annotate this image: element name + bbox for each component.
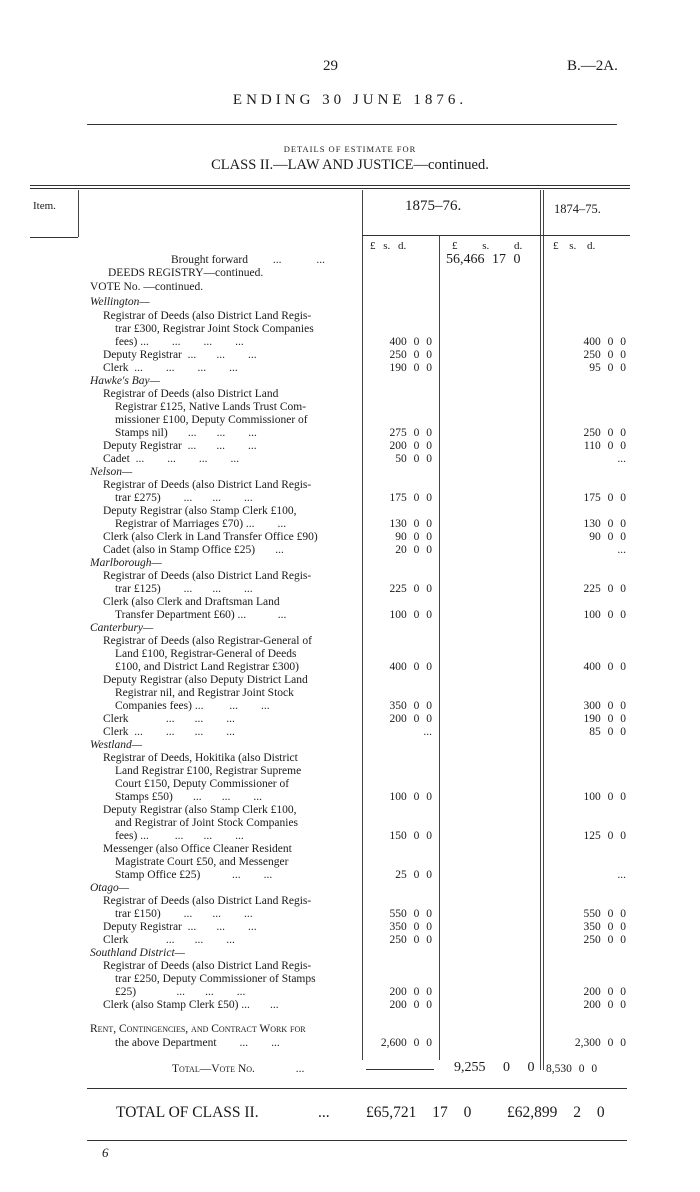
vote-subhead: VOTE No. —continued. (90, 281, 204, 293)
estimate-line-text: Canterbury— (90, 622, 154, 634)
brought-forward-dots: ... (272, 254, 282, 266)
units-header-c: £ s. d. (553, 240, 596, 252)
estimate-line-text: Registrar of Deeds (also District Land (103, 388, 279, 400)
amount-1875: 25 0 0 (395, 869, 432, 881)
estimate-line-text: Clerk ... ... ... (103, 934, 235, 946)
estimate-line-text: Clerk ... ... ... ... (103, 726, 235, 738)
amount-1874: 90 0 0 (589, 531, 626, 543)
estimate-line-text: Deputy Registrar (also Deputy District Land (103, 674, 308, 686)
item-column-divider (78, 190, 79, 237)
estimate-line-text: trar £250, Deputy Commissioner of Stamps (115, 973, 316, 985)
amount-1874: 550 0 0 (583, 908, 626, 920)
estimate-line-text: Registrar of Deeds, Hokitika (also District (103, 752, 298, 764)
amount-1875: 350 0 0 (389, 921, 432, 933)
estimate-line-text: Clerk (also Clerk in Land Transfer Office £90) (103, 531, 318, 543)
footer-rule (87, 1140, 627, 1141)
deeds-registry-subhead: DEEDS REGISTRY—continued. (108, 267, 264, 279)
document-reference: B.—2A. (567, 58, 618, 74)
estimate-line-text: fees) ... ... ... ... (115, 336, 244, 348)
vote-total-label: Total—Vote No. (172, 1063, 255, 1075)
amount-1874: 110 0 0 (583, 440, 626, 452)
amount-1874: ... (617, 453, 626, 465)
estimate-line-text: Registrar nil, and Registrar Joint Stock (115, 687, 294, 699)
amount-1875: 350 0 0 (389, 700, 432, 712)
amount-1874: 95 0 0 (589, 362, 626, 374)
estimate-line-text: Clerk (also Clerk and Draftsman Land (103, 596, 280, 608)
amount-1874: 200 0 0 (583, 986, 626, 998)
estimate-line-text: Marlborough— (90, 557, 162, 569)
amount-1874: 100 0 0 (583, 609, 626, 621)
estimate-line-text: Land £100, Registrar-General of Deeds (115, 648, 297, 660)
estimate-line-text: Wellington— (90, 296, 150, 308)
column-divider-label (362, 190, 363, 1060)
estimate-line-text: the above Department ... ... (115, 1037, 280, 1049)
estimate-line-text: Stamps £50) ... ... ... (115, 791, 262, 803)
estimate-line-text: Registrar of Marriages £70) ... ... (115, 518, 287, 530)
amount-1874: 190 0 0 (583, 713, 626, 725)
estimate-line-text: and Registrar of Joint Stock Companies (115, 817, 299, 829)
amount-1874: 130 0 0 (583, 518, 626, 530)
column-divider-a (439, 235, 440, 1060)
amount-1875: 400 0 0 (389, 661, 432, 673)
amount-1874: 175 0 0 (583, 492, 626, 504)
estimate-line-text: trar £300, Registrar Joint Stock Companies (115, 323, 314, 335)
amount-1875: ... (423, 726, 432, 738)
estimate-line-text: £100, and District Land Registrar £300) (115, 661, 299, 673)
estimate-line-text: Registrar of Deeds (also District Land Regis- (103, 895, 312, 907)
estimate-line-text: Cadet (also in Stamp Office £25) ... (103, 544, 284, 556)
estimate-line-text: Registrar of Deeds (also District Land Regis- (103, 960, 312, 972)
estimate-line-text: Deputy Registrar (also Stamp Clerk £100, (103, 804, 297, 816)
amount-1875: 2,600 0 0 (380, 1037, 432, 1049)
column-divider-mid (540, 190, 541, 1070)
estimate-line-text: £25) ... ... ... (115, 986, 246, 998)
brought-forward-label: Brought forward (171, 254, 248, 266)
amount-1874: 300 0 0 (583, 700, 626, 712)
estimate-line-text: Registrar of Deeds (also Registrar-General of (103, 635, 312, 647)
class-total-label: TOTAL OF CLASS II. (116, 1104, 259, 1121)
amount-1875: 100 0 0 (389, 609, 432, 621)
class-total-rule (87, 1088, 627, 1089)
item-column-header: Item. (33, 200, 56, 212)
estimate-line-text: Clerk (also Stamp Clerk £50) ... ... (103, 999, 279, 1011)
subtotal-rule-a (366, 1069, 434, 1070)
amount-1875: 400 0 0 (389, 336, 432, 348)
amount-1875: 200 0 0 (389, 713, 432, 725)
period-heading: ENDING 30 JUNE 1876. (232, 92, 468, 108)
brought-forward-dots-2: ... (316, 254, 325, 266)
vote-total-value: 9,255 0 0 (454, 1060, 535, 1075)
estimate-line-text: Deputy Registrar ... ... ... (103, 921, 257, 933)
amount-1875: 550 0 0 (389, 908, 432, 920)
amount-1874: 400 0 0 (583, 336, 626, 348)
amount-1875: 20 0 0 (395, 544, 432, 556)
amount-1874: 350 0 0 (583, 921, 626, 933)
item-header-rule (30, 237, 78, 238)
estimate-line-text: Stamps nil) ... ... ... (115, 427, 257, 439)
class-total-1875: £65,721 17 0 (366, 1104, 472, 1121)
amount-1875: 50 0 0 (395, 453, 432, 465)
amount-1875: 175 0 0 (389, 492, 432, 504)
amount-1874: 250 0 0 (583, 934, 626, 946)
year-column-header-1875: 1875–76. (405, 198, 462, 214)
estimate-line-text: Stamp Office £25) ... ... (115, 869, 273, 881)
estimate-line-text: Messenger (also Office Cleaner Resident (103, 843, 292, 855)
amount-1875: 200 0 0 (389, 999, 432, 1011)
amount-1875: 250 0 0 (389, 349, 432, 361)
estimate-line-text: Transfer Department £60) ... ... (115, 609, 287, 621)
amount-1875: 225 0 0 (389, 583, 432, 595)
amount-1875: 200 0 0 (389, 986, 432, 998)
estimate-line-text: Nelson— (90, 466, 133, 478)
amount-1874: 250 0 0 (583, 349, 626, 361)
amount-1874: 225 0 0 (583, 583, 626, 595)
amount-1874: 2,300 0 0 (574, 1037, 626, 1049)
estimate-line-text: Deputy Registrar ... ... ... (103, 349, 257, 361)
estimate-line-text: Magistrate Court £50, and Messenger (115, 856, 289, 868)
estimate-line-text: Land Registrar £100, Registrar Supreme (115, 765, 302, 777)
amount-1874: 85 0 0 (589, 726, 626, 738)
estimate-line-text: Rent, Contingencies, and Contract Work for (90, 1023, 306, 1035)
vote-total-line (172, 1063, 304, 1076)
estimate-line-text: Registrar of Deeds (also District Land Regis- (103, 479, 312, 491)
estimate-line-text: Otago— (90, 882, 129, 894)
page-number: 29 (323, 58, 338, 74)
amount-1874: ... (617, 544, 626, 556)
estimate-line-text: Deputy Registrar (also Stamp Clerk £100, (103, 505, 297, 517)
amount-1874: ... (617, 869, 626, 881)
signature-mark: 6 (102, 1145, 109, 1160)
column-divider-mid-2 (543, 190, 544, 1070)
amount-1874: 125 0 0 (583, 830, 626, 842)
amount-1875: 90 0 0 (395, 531, 432, 543)
amount-1875: 190 0 0 (389, 362, 432, 374)
amount-1875: 150 0 0 (389, 830, 432, 842)
brought-forward-line (171, 254, 325, 267)
amount-1875: 100 0 0 (389, 791, 432, 803)
brought-forward-value: 56,466 17 0 (446, 252, 521, 267)
estimate-line-text: Southland District— (90, 947, 185, 959)
estimate-line-text: Registrar of Deeds (also District Land Regis- (103, 570, 312, 582)
table-top-rule (30, 185, 630, 186)
estimate-line-text: Registrar of Deeds (also District Land Regis- (103, 310, 312, 322)
amount-1874: 400 0 0 (583, 661, 626, 673)
amount-1875: 275 0 0 (389, 427, 432, 439)
estimate-line-text: Court £150, Deputy Commissioner of (115, 778, 290, 790)
vote-total-value-1874: 8,530 0 0 (546, 1063, 598, 1075)
estimate-line-text: missioner £100, Deputy Commissioner of (115, 414, 308, 426)
year-column-header-1874: 1874–75. (554, 202, 601, 216)
estimate-line-text: Hawke's Bay— (90, 375, 160, 387)
vote-total-dots: ... (295, 1063, 305, 1075)
estimate-line-text: Clerk ... ... ... (103, 713, 235, 725)
class-total-1874: £62,899 2 0 (507, 1104, 605, 1121)
estimate-line-text: Deputy Registrar ... ... ... (103, 440, 257, 452)
table-top-rule-2 (30, 188, 630, 189)
estimate-line-text: Westland— (90, 739, 142, 751)
estimate-line-text: Registrar £125, Native Lands Trust Com- (115, 401, 307, 413)
amount-1875: 200 0 0 (389, 440, 432, 452)
estimate-line-text: Companies fees) ... ... ... (115, 700, 270, 712)
estimate-line-text: trar £275) ... ... ... (115, 492, 253, 504)
class-total-dots: ... (318, 1104, 330, 1121)
estimate-line-text: Clerk ... ... ... ... (103, 362, 238, 374)
units-header-a: £ s. d. (370, 240, 407, 252)
amount-1875: 250 0 0 (389, 934, 432, 946)
year-header-rule (362, 235, 630, 236)
estimate-line-text: Cadet ... ... ... ... (103, 453, 240, 465)
estimate-line-text: fees) ... ... ... ... (115, 830, 244, 842)
estimate-line-text: trar £150) ... ... ... (115, 908, 253, 920)
details-heading: DETAILS OF ESTIMATE FOR (283, 144, 417, 154)
amount-1874: 200 0 0 (583, 999, 626, 1011)
estimate-line-text: trar £125) ... ... ... (115, 583, 253, 595)
header-rule (87, 124, 617, 125)
amount-1874: 100 0 0 (583, 791, 626, 803)
class-title: CLASS II.—LAW AND JUSTICE—continued. (211, 157, 489, 173)
units-header-b: £ s. d. (452, 240, 523, 252)
amount-1874: 250 0 0 (583, 427, 626, 439)
amount-1875: 130 0 0 (389, 518, 432, 530)
